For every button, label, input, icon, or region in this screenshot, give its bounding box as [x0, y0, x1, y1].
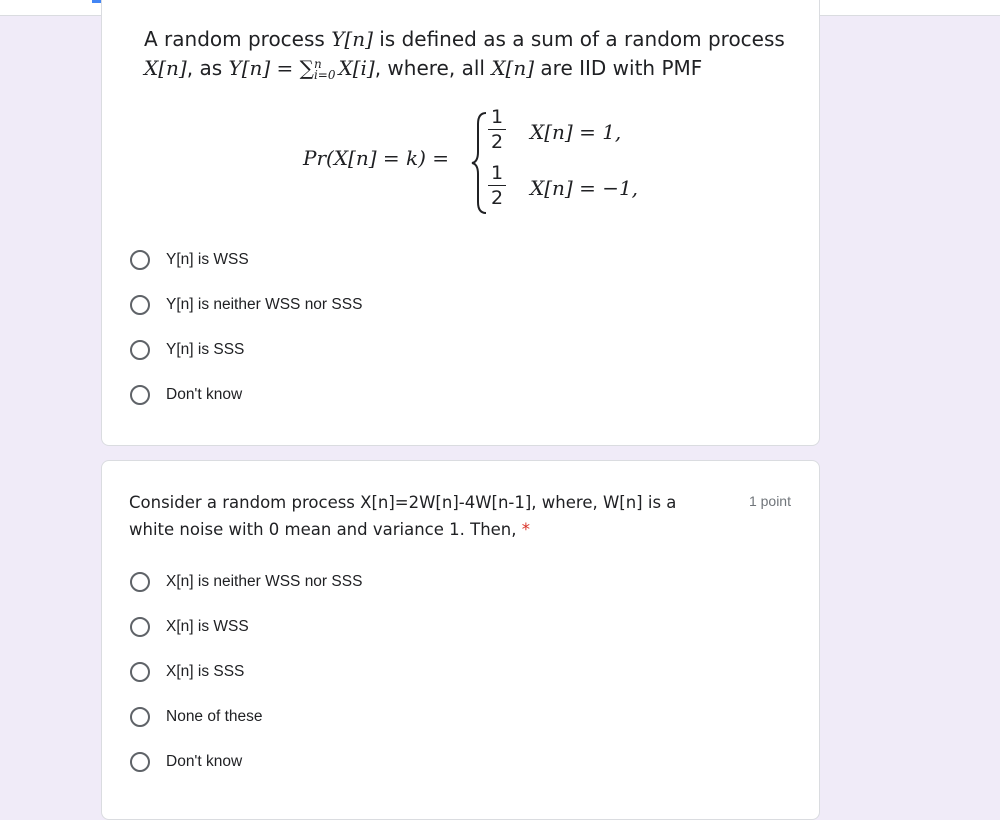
option-label: Don't know	[166, 753, 243, 770]
option-none-of-these[interactable]	[130, 705, 263, 729]
option-xn-wss[interactable]	[130, 615, 249, 639]
math-symbol: X[n]	[491, 56, 535, 80]
question1-text-line2	[144, 56, 702, 81]
question-text: Consider a random process X[n]=2W[n]-4W[n-1], where, W[n] is a white noise with 0 mean and variance 1. Then,	[129, 493, 677, 539]
fraction-one-half: 1 2	[488, 162, 506, 209]
math-symbol: X[n]	[144, 56, 187, 80]
sum-term: X[i]	[338, 56, 375, 80]
radio-button[interactable]	[130, 340, 150, 360]
question-text: A random process	[144, 27, 332, 51]
question-card-1	[101, 0, 820, 446]
question-card-2	[101, 460, 820, 820]
option-dont-know[interactable]	[130, 383, 242, 407]
radio-button[interactable]	[130, 385, 150, 405]
option-label: Y[n] is neither WSS nor SSS	[166, 296, 363, 313]
option-label: X[n] is neither WSS nor SSS	[166, 573, 363, 590]
option-label: Don't know	[166, 386, 243, 403]
question1-text-line1	[144, 27, 785, 51]
option-label: Y[n] is SSS	[166, 341, 245, 358]
option-label: X[n] is WSS	[166, 618, 249, 635]
sum-lower-limit: i=0	[313, 67, 336, 82]
question-text: , where, all	[374, 56, 492, 80]
option-yn-sss[interactable]	[130, 338, 244, 362]
option-dont-know[interactable]	[130, 750, 242, 774]
math-symbol: Y[n]	[331, 27, 373, 51]
radio-button[interactable]	[130, 752, 150, 772]
radio-button[interactable]	[130, 250, 150, 270]
points-label: 1 point	[748, 493, 791, 509]
option-yn-wss[interactable]	[130, 248, 249, 272]
option-label: None of these	[166, 708, 263, 725]
radio-button[interactable]	[130, 295, 150, 315]
fraction-one-half: 1 2	[488, 106, 506, 153]
question-text: , as	[186, 56, 229, 80]
option-yn-neither[interactable]	[130, 293, 362, 317]
question-text: are IID with PMF	[534, 56, 703, 80]
radio-button[interactable]	[130, 617, 150, 637]
required-asterisk: *	[521, 520, 531, 539]
sum-expression: Y[n] = ∑	[228, 56, 314, 80]
radio-button[interactable]	[130, 572, 150, 592]
option-xn-neither[interactable]	[130, 570, 362, 594]
question2-text	[129, 489, 719, 543]
pmf-case-2: X[n] = −1,	[530, 176, 639, 200]
option-label: Y[n] is WSS	[166, 251, 249, 268]
radio-button[interactable]	[130, 707, 150, 727]
radio-button[interactable]	[130, 662, 150, 682]
option-xn-sss[interactable]	[130, 660, 244, 684]
option-label: X[n] is SSS	[166, 663, 245, 680]
sum-upper-limit: n	[313, 56, 322, 71]
brace-icon	[470, 110, 490, 216]
pmf-lhs: Pr(X[n] = k) =	[303, 146, 450, 170]
pmf-case-1: X[n] = 1,	[530, 120, 622, 144]
question-text: is defined as a sum of a random process	[372, 27, 785, 51]
